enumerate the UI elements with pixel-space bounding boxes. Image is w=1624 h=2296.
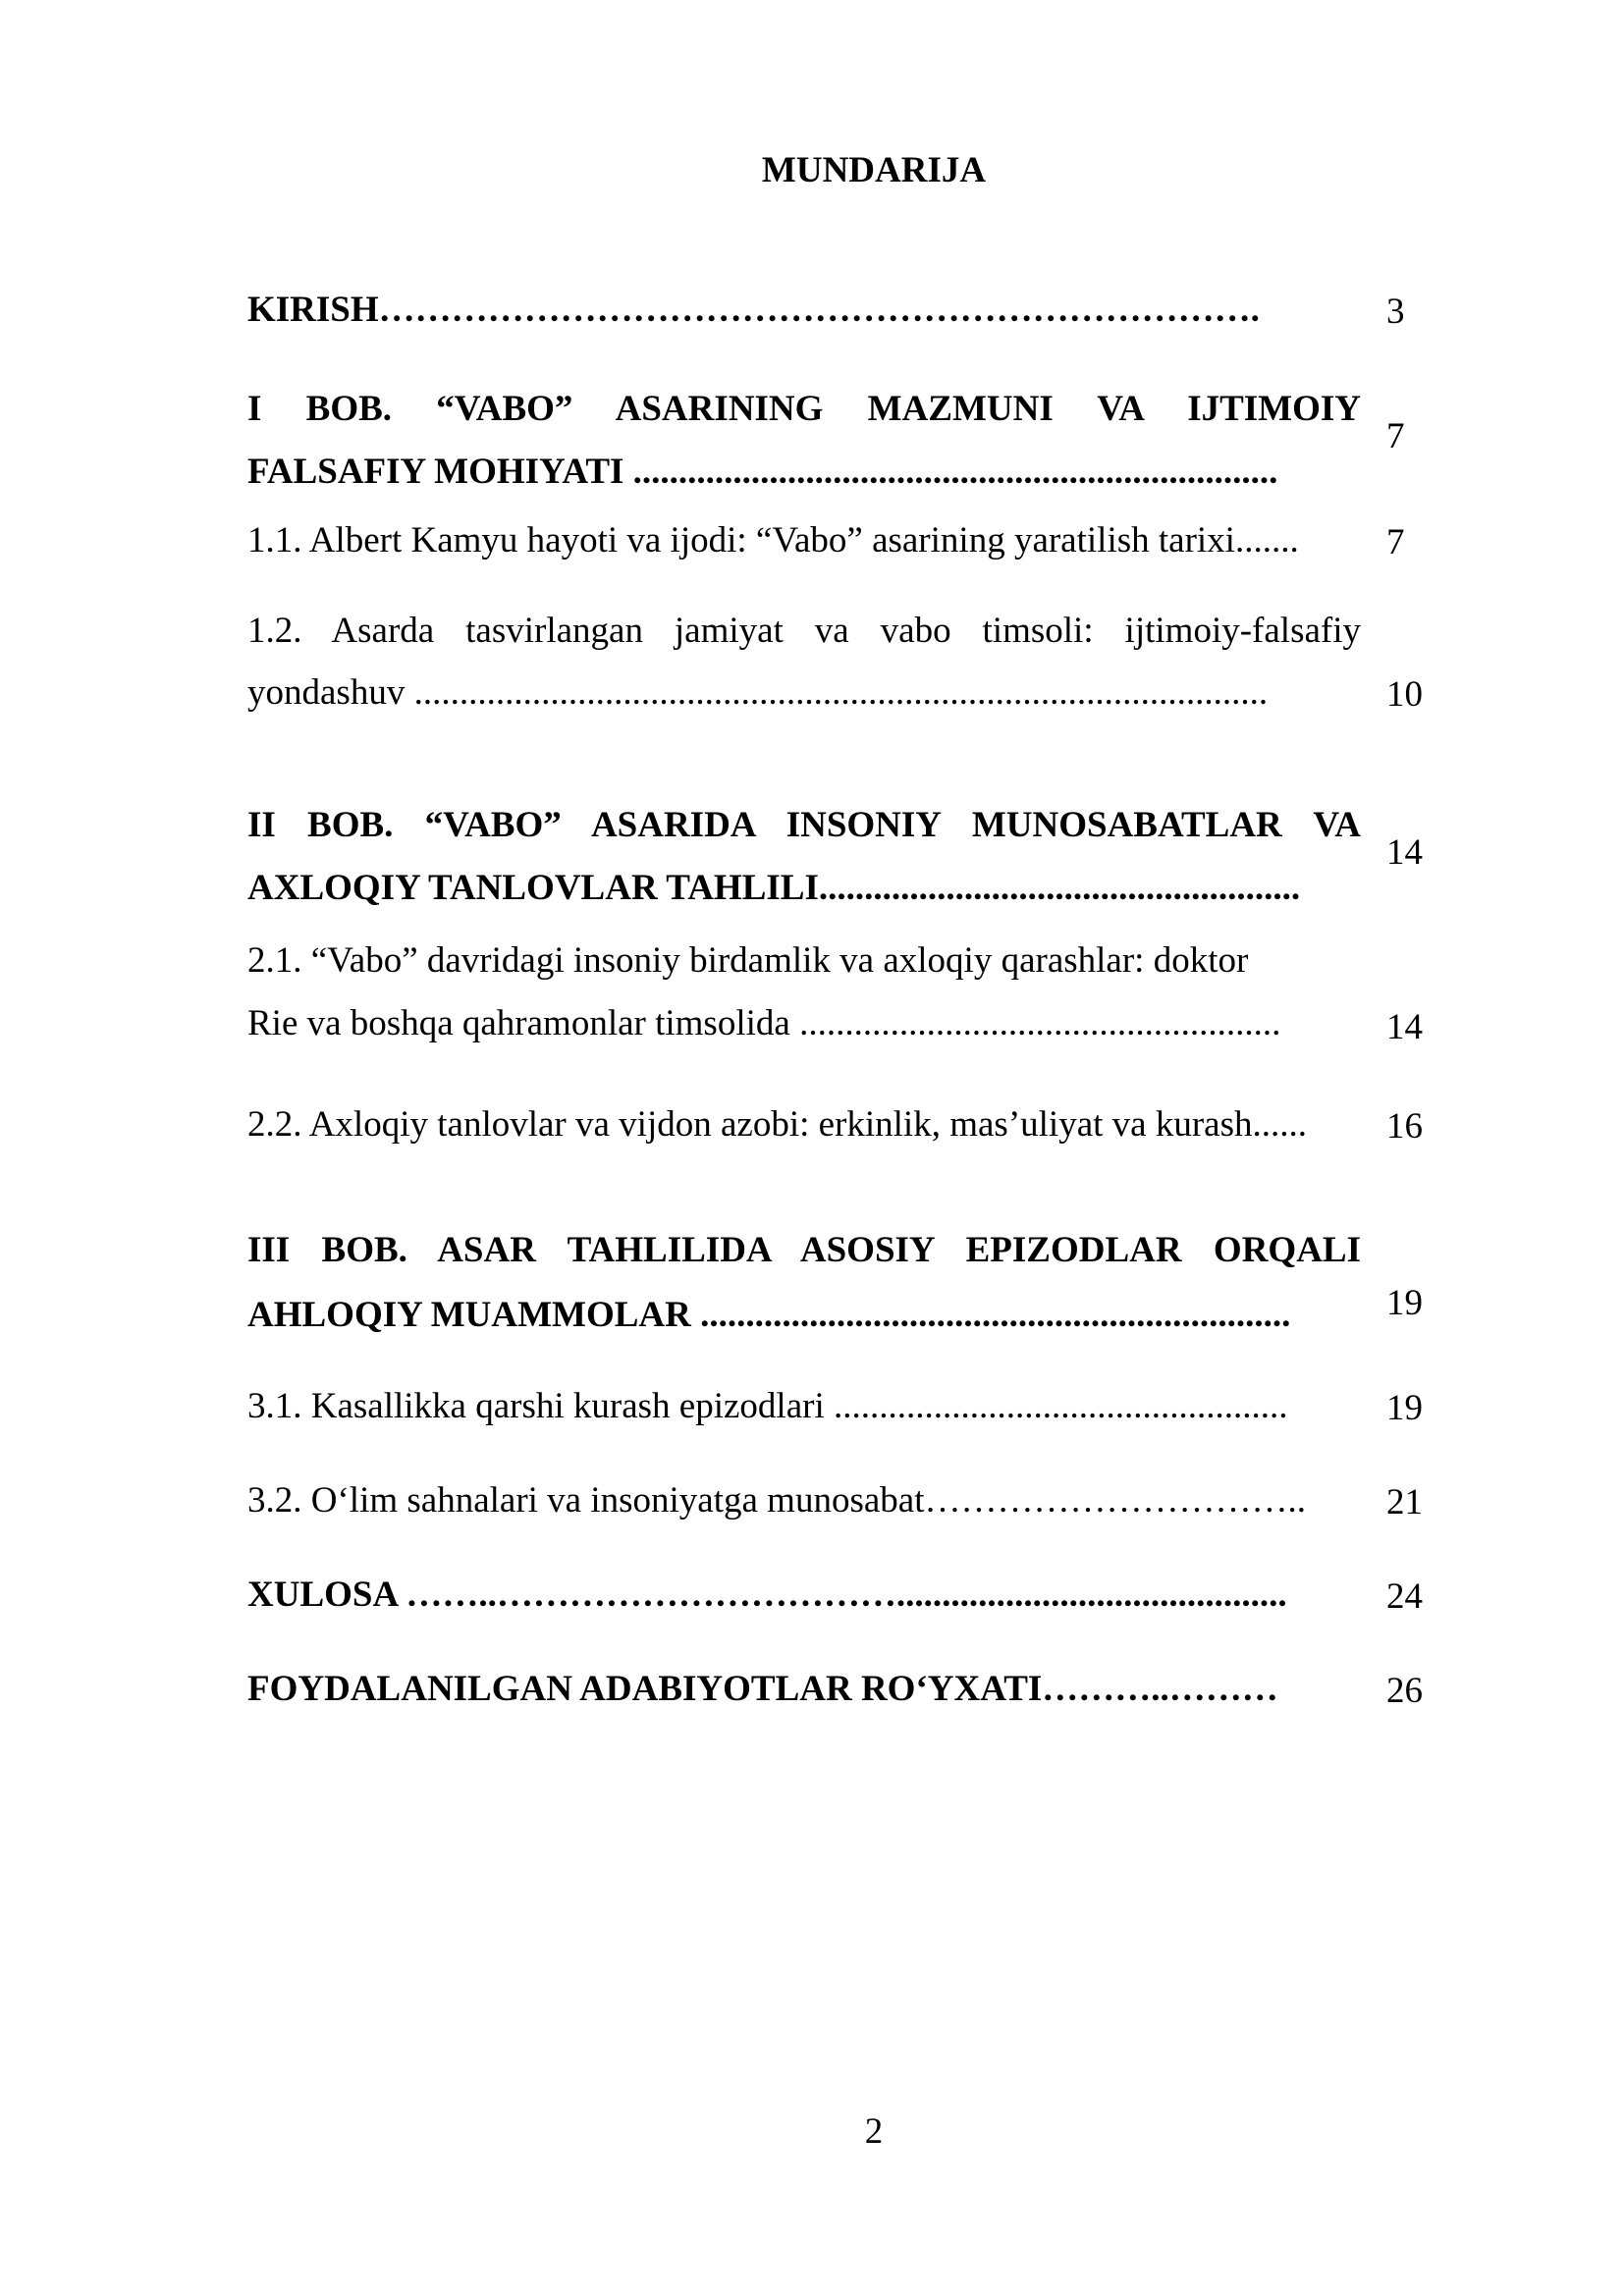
page-title: MUNDARIJA xyxy=(761,150,987,190)
toc-entry-text-line1: 2.1. “Vabo” davridagi insoniy birdamlik va axloqiy qarashlar: doktor xyxy=(247,940,1249,981)
toc-page-number: 14 xyxy=(1386,832,1423,873)
toc-page-number: 7 xyxy=(1386,522,1405,562)
toc-entry-text-line1: III BOB. ASAR TAHLILIDA ASOSIY EPIZODLAR ORQALI xyxy=(247,1230,1361,1270)
toc-entry-text-line2: AXLOQIY TANLOVLAR TAHLILI..................................................... xyxy=(247,868,1301,908)
toc-entry-text-line1: 1.2. Asarda tasvirlangan jamiyat va vabo timsoli: ijtimoiy-falsafiy xyxy=(247,611,1361,651)
toc-page-number: 16 xyxy=(1386,1106,1423,1147)
toc-entry-text-line1: I BOB. “VABO” ASARINING MAZMUNI VA IJTIMOIY xyxy=(247,389,1361,429)
toc-entry-text: XULOSA ……..……………………………........................................... xyxy=(247,1575,1287,1615)
toc-page-number: 21 xyxy=(1386,1482,1423,1522)
toc-page-number: 7 xyxy=(1386,416,1405,456)
toc-entry-text-line2: yondashuv .............................................................................................. xyxy=(247,672,1269,713)
toc-entry-text: FOYDALANILGAN ADABIYOTLAR RO‘YXATI………..……… xyxy=(247,1669,1278,1709)
toc-entry-text-line2: FALSAFIY MOHIYATI ....................................................................... xyxy=(247,452,1278,492)
toc-page-number: 10 xyxy=(1386,674,1423,715)
toc-entry-text: 3.2. O‘lim sahnalari va insoniyatga munosabat………………………….. xyxy=(247,1480,1306,1521)
toc-entry-text-line2: Rie va boshqa qahramonlar timsolida ..................................................... xyxy=(247,1003,1281,1043)
toc-entry-text-line2: AHLOQIY MUAMMOLAR ................................................................. xyxy=(247,1295,1291,1335)
page-footer-number: 2 xyxy=(864,2111,884,2152)
toc-page-number: 3 xyxy=(1386,292,1405,332)
toc-page-number: 26 xyxy=(1386,1671,1423,1711)
toc-page-number: 24 xyxy=(1386,1576,1423,1617)
toc-page-number: 19 xyxy=(1386,1283,1423,1323)
toc-entry-text-line1: II BOB. “VABO” ASARIDA INSONIY MUNOSABATLAR VA xyxy=(247,805,1361,845)
toc-page-number: 19 xyxy=(1386,1388,1423,1428)
toc-entry-text: KIRISH………………………………………………………………. xyxy=(247,290,1260,330)
toc-entry-text: 2.2. Axloqiy tanlovlar va vijdon azobi: erkinlik, mas’uliyat va kurash...... xyxy=(247,1104,1307,1145)
toc-entry-text: 3.1. Kasallikka qarshi kurash epizodlari .................................................. xyxy=(247,1386,1288,1426)
toc-page-number: 14 xyxy=(1386,1007,1423,1047)
toc-entry-text: 1.1. Albert Kamyu hayoti va ijodi: “Vabo” asarining yaratilish tarixi....... xyxy=(247,520,1299,561)
